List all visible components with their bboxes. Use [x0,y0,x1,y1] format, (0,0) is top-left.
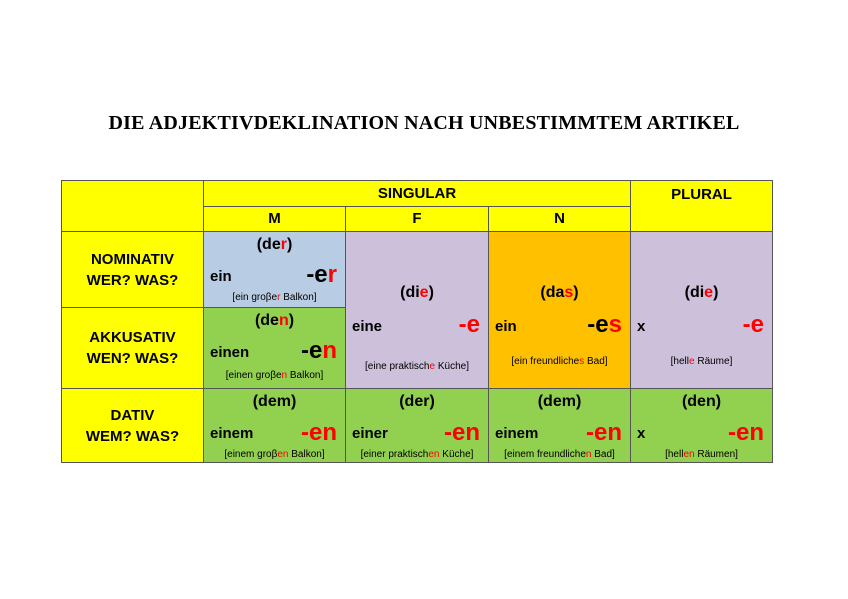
ending: -e [458,311,480,338]
case-dativ [61,388,204,463]
example: [einer praktischen Küche] [360,449,474,460]
determiner: eine [352,318,383,335]
article: (die) [684,284,719,301]
cell-nom-m [203,231,346,308]
article: (dem) [252,393,297,410]
cell-nomakk-n [488,231,631,389]
example: [einem freundlichen Bad] [504,449,615,460]
ending: -en [586,419,622,446]
example: [helle Räume] [670,356,733,367]
article: (das) [540,284,579,301]
cell-dat-f [345,388,489,463]
cell-nomakk-pl [630,231,773,389]
case-name: NOMINATIV [90,250,175,268]
cell-dat-m [203,388,346,463]
determiner: einen [210,344,250,361]
article: (den) [681,393,722,410]
determiner: einem [210,425,254,442]
ending: -en [728,419,764,446]
case-question: WEN? WAS? [86,350,179,367]
article: (der) [256,236,293,253]
cell-dat-n [488,388,631,463]
ending: -er [306,261,337,288]
header-n: N [488,206,631,232]
determiner: ein [210,268,232,285]
article: (dem) [537,393,582,410]
case-question: WER? WAS? [86,271,179,289]
ending: -e [742,311,764,338]
ending: -en [444,419,480,446]
example: [einem groβen Balkon] [224,449,325,460]
cell-akk-m [203,307,346,389]
page-title: DIE ADJEKTIVDEKLINATION NACH UNBESTIMMTEM ARTIKEL [108,112,740,134]
article: (den) [254,312,295,329]
determiner: ein [495,318,517,335]
determiner: x [637,425,646,442]
corner-cell [61,180,204,232]
example: [einen groβen Balkon] [225,370,324,381]
ending: -en [300,337,337,364]
cell-dat-pl [630,388,773,463]
ending: -en [301,419,337,446]
determiner: x [637,318,646,335]
case-name: DATIV [110,406,155,424]
case-name: AKKUSATIV [89,329,176,346]
case-akkusativ [61,307,204,389]
header-m: M [203,206,346,232]
example: [hellen Räumen] [665,449,738,460]
case-question: WEM? WAS? [85,427,180,445]
article: (die) [400,284,434,301]
example: [ein freundliches Bad] [511,356,608,367]
case-nominativ [61,231,204,308]
example: [eine praktische Küche] [365,361,469,372]
header-f: F [345,206,489,232]
ending: -es [587,311,622,338]
determiner: einem [495,425,539,442]
singular-header: SINGULAR [203,180,631,207]
example: [ein groβer Balkon] [232,292,317,303]
plural-header: PLURAL [630,180,773,232]
determiner: einer [352,425,388,442]
article: (der) [399,393,435,410]
cell-nomakk-f [345,231,489,389]
